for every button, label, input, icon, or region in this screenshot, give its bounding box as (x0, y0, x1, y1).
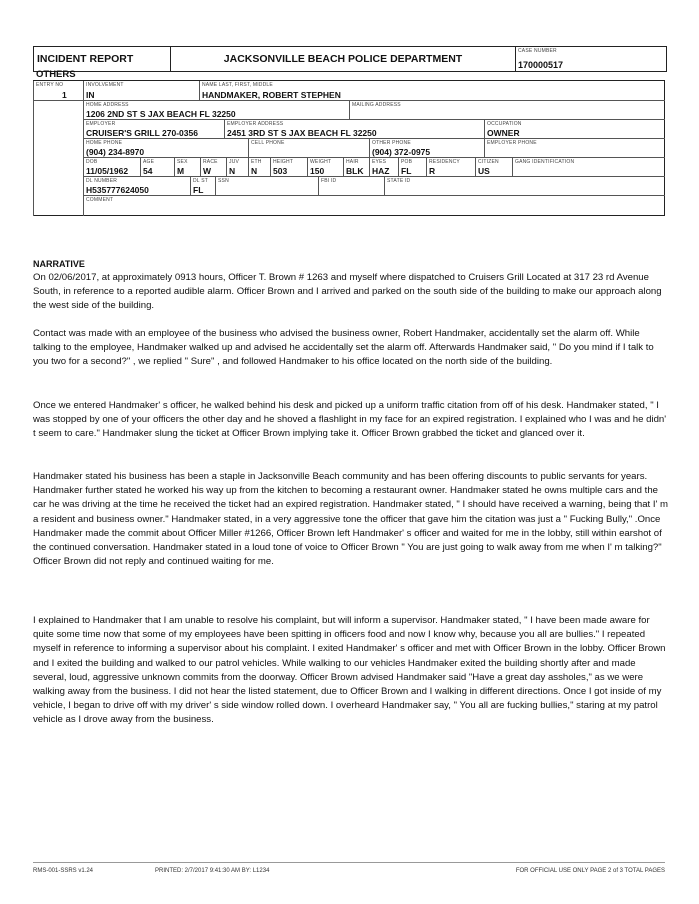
dl-number: H535777624050 (86, 185, 149, 195)
citizen-field (475, 158, 512, 177)
cell-phone-field (248, 139, 369, 158)
height-field (270, 158, 307, 177)
other-phone-field (369, 139, 484, 158)
section-title: OTHERS (36, 69, 76, 80)
case-number: 170000517 (518, 60, 564, 70)
report-type-cell (34, 47, 171, 71)
occupation: OWNER (487, 128, 520, 138)
name-field (199, 81, 665, 101)
print-stamp: PRINTED: 2/7/2017 9:41:30 AM BY: L1234 (155, 868, 270, 874)
gang-field (512, 158, 665, 177)
eyes: HAZ (372, 166, 390, 176)
person-record (33, 80, 665, 216)
form-id: RMS-001-SSRS v1.24 (33, 868, 94, 874)
dob-field (83, 158, 140, 177)
home-address: 1206 2ND ST S JAX BEACH FL 32250 (86, 109, 236, 119)
involvement-field (83, 81, 199, 101)
entry-no-field (33, 81, 83, 101)
ssn-label: SSN (218, 178, 229, 184)
employer-field (83, 120, 224, 139)
home-phone-label: HOME PHONE (86, 140, 123, 146)
home-address-label: HOME ADDRESS (86, 102, 129, 108)
sex-field (174, 158, 200, 177)
age: 54 (143, 166, 153, 176)
narrative-paragraph: Once we entered Handmaker' s officer, he walked behind his desk and picked up a uniform traffic citation from off of his desk. Handmaker stated, " I was stopped by one of your officers the other day and he shoved a flashlight in my face for an expired registration. I explained who I was and he didn' t seem to care." Handmaker slung the ticket at Officer Brown implying take it. Officer Brown grabbed the ticket and glanced over it. (33, 400, 667, 440)
height: 503 (273, 166, 288, 176)
employer: CRUISER'S GRILL 270-0356 (86, 128, 198, 138)
sex: M (177, 166, 185, 176)
eyes-label: EYES (372, 159, 387, 165)
case-number-label: CASE NUMBER (518, 48, 557, 54)
weight-field (307, 158, 343, 177)
occupation-field (484, 120, 665, 139)
case-number-cell (516, 47, 666, 71)
comment-label: COMMENT (86, 197, 114, 203)
home-address-field (83, 101, 349, 120)
residency-field (426, 158, 475, 177)
race-field (200, 158, 226, 177)
age-label: AGE (143, 159, 155, 165)
eth-label: ETH (251, 159, 262, 165)
citizen: US (478, 166, 490, 176)
citizen-label: CITIZEN (478, 159, 499, 165)
home-phone-field (83, 139, 248, 158)
hair-field (343, 158, 369, 177)
pob-field (398, 158, 426, 177)
dl-state: FL (193, 185, 204, 195)
employer-address-label: EMPLOYER ADDRESS (227, 121, 284, 127)
race: W (203, 166, 212, 176)
height-label: HEIGHT (273, 159, 294, 165)
race-label: RACE (203, 159, 218, 165)
mailing-address-label: MAILING ADDRESS (352, 102, 401, 108)
narrative-paragraph: I explained to Handmaker that I am unable to resolve his complaint, but will inform a supervisor. Handmaker stated, " I have been made aware for quite some time now that some of my employees have been spitting in officers food and now I know why, because you all are bullies." I repeated myself in reference to informing a supervisor about his complaint. I exited Handmaker' s officer and met with Officer Brown in the lobby. Officer Brown and I exited the building and walked to our patrol vehicles. While walking to our vehicles Handmaker exited the building shortly after and made several, loud, aggressive unknown commits from the doorway. Officer Brown advised Handmaker said "Have a great day assholes," as we were walking away from the business. I did not hear the listed statement, due to Officer Brown and I walking in different directions. Once I got inside of my vehicle, I began to drive off with my driver' s side window rolled down. I overheard Handmaker say, " You all are fucking bullies," staring at my patrol vehicle as I drove away from the business. (33, 615, 666, 726)
pob: FL (401, 166, 412, 176)
other-phone-label: OTHER PHONE (372, 140, 411, 146)
residency-label: RESIDENCY (429, 159, 460, 165)
comment-field (83, 196, 665, 216)
state-id-field (384, 177, 665, 196)
weight: 150 (310, 166, 325, 176)
narrative-heading: NARRATIVE (33, 259, 85, 269)
residency: R (429, 166, 436, 176)
dob: 11/05/1962 (86, 166, 129, 176)
narrative-paragraph: Contact was made with an employee of the business who advised the business owner, Robert Handmaker, accidentally set the alarm off. While talking to the employee, Handmaker walked up and advised he accidentally set the alarm off. Afterwards Handmaker said, " Do you mind if I talk to you two for a second?" , we replied " Sure" , and followed Handmaker to his office located on the north side of the building. (33, 328, 654, 368)
hair: BLK (346, 166, 364, 176)
eth-field (248, 158, 270, 177)
pob-label: POB (401, 159, 413, 165)
fbi-field (318, 177, 384, 196)
narrative-paragraph: On 02/06/2017, at approximately 0913 hours, Officer T. Brown # 1263 and myself where dispatched to Cruisers Grill Located at 317 23 rd Avenue South, in reference to a reported audible alarm. Officer Brown and I arrived and parked on the south side of the building to make our approach along the west side of the building. (33, 272, 662, 312)
entry-no-label: ENTRY NO (36, 82, 64, 88)
employer-label: EMPLOYER (86, 121, 116, 127)
employer-address: 2451 3RD ST S JAX BEACH FL 32250 (227, 128, 377, 138)
entry-column-spacer (33, 101, 83, 216)
report-type: INCIDENT REPORT (37, 53, 134, 65)
sex-label: SEX (177, 159, 188, 165)
report-header (33, 46, 667, 72)
page-indicator: FOR OFFICIAL USE ONLY PAGE 2 of 3 TOTAL PAGES (515, 868, 665, 874)
other-phone: (904) 372-0975 (372, 147, 431, 157)
department-cell (171, 47, 516, 71)
weight-label: WEIGHT (310, 159, 332, 165)
employer-address-field (224, 120, 484, 139)
dl-state-field (190, 177, 215, 196)
juv: N (229, 166, 236, 176)
footer-divider (33, 862, 665, 863)
dl-number-label: DL NUMBER (86, 178, 118, 184)
juv-label: JUV (229, 159, 240, 165)
ssn-field (215, 177, 318, 196)
mailing-address-field (349, 101, 665, 120)
employer-phone-field (484, 139, 665, 158)
involvement: IN (86, 90, 95, 100)
dob-label: DOB (86, 159, 98, 165)
fbi-label: FBI ID (321, 178, 337, 184)
gang-label: GANG IDENTIFICATION (515, 159, 575, 165)
department-name: JACKSONVILLE BEACH POLICE DEPARTMENT (223, 53, 463, 65)
age-field (140, 158, 174, 177)
employer-phone-label: EMPLOYER PHONE (487, 140, 537, 146)
eth: N (251, 166, 258, 176)
hair-label: HAIR (346, 159, 359, 165)
dl-number-field (83, 177, 190, 196)
home-phone: (904) 234-8970 (86, 147, 145, 157)
eyes-field (369, 158, 398, 177)
cell-phone-label: CELL PHONE (251, 140, 285, 146)
occupation-label: OCCUPATION (487, 121, 522, 127)
state-id-label: STATE ID (387, 178, 411, 184)
name-label: NAME LAST, FIRST, MIDDLE (202, 82, 273, 88)
entry-no: 1 (62, 90, 67, 100)
juv-field (226, 158, 248, 177)
narrative-paragraph: Handmaker stated his business has been a staple in Jacksonville Beach community and has been offering discounts to public servants for years. Handmaker further stated he worked his way up from the kitchen to becoming a restaurant owner. Handmaker stated he owns multiple cars and the car he was driving at the time he received the ticket had an expired registration. Handmaker stated, " I should have received a warning, being that I' m a resident and business owner." Handmaker stated, in a very aggressive tone the officer that gave him the citation was just a " Fucking Bully," .Once Handmaker made the commit about Officer Miller #1266, Officer Brown left Handmaker' s officer and waited for me in the lobby, still within earshot of the continued conversation. Handmaker stated in a loud tone of voice to Officer Brown " You are just going to walk away from me when I' m talking?" Officer Brown did not reply and continued waiting for me. (33, 471, 669, 568)
involvement-label: INVOLVEMENT (86, 82, 124, 88)
dl-state-label: DL ST (193, 178, 208, 184)
person-name: HANDMAKER, ROBERT STEPHEN (202, 90, 341, 100)
